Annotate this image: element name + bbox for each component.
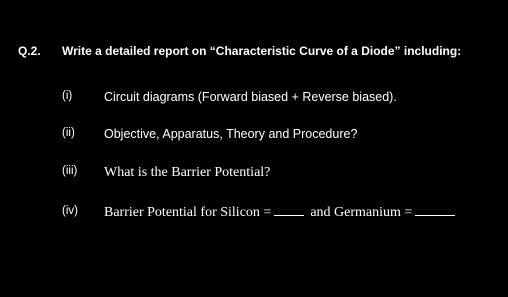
list-item bbox=[0, 205, 508, 225]
item-text-part-germanium: and Germanium = bbox=[310, 205, 413, 220]
list-item bbox=[0, 127, 508, 147]
answer-blank-silicon bbox=[274, 205, 304, 216]
list-item bbox=[0, 165, 508, 185]
item-text-line bbox=[104, 205, 455, 221]
item-number: (iii) bbox=[62, 165, 78, 177]
question-number: Q.2. bbox=[18, 44, 41, 58]
item-text: What is the Barrier Potential? bbox=[104, 165, 271, 180]
item-text: Objective, Apparatus, Theory and Procedure? bbox=[104, 127, 358, 141]
item-text: Circuit diagrams (Forward biased + Reverse biased). bbox=[104, 90, 397, 104]
item-number: (i) bbox=[62, 90, 73, 102]
item-number: (ii) bbox=[62, 127, 75, 139]
item-number: (iv) bbox=[62, 205, 78, 217]
list-item bbox=[0, 90, 508, 110]
answer-blank-germanium bbox=[415, 205, 455, 216]
item-text-part-silicon: Barrier Potential for Silicon = bbox=[104, 205, 272, 220]
question-text: Write a detailed report on “Characteristic Curve of a Diode” including: bbox=[62, 44, 462, 58]
